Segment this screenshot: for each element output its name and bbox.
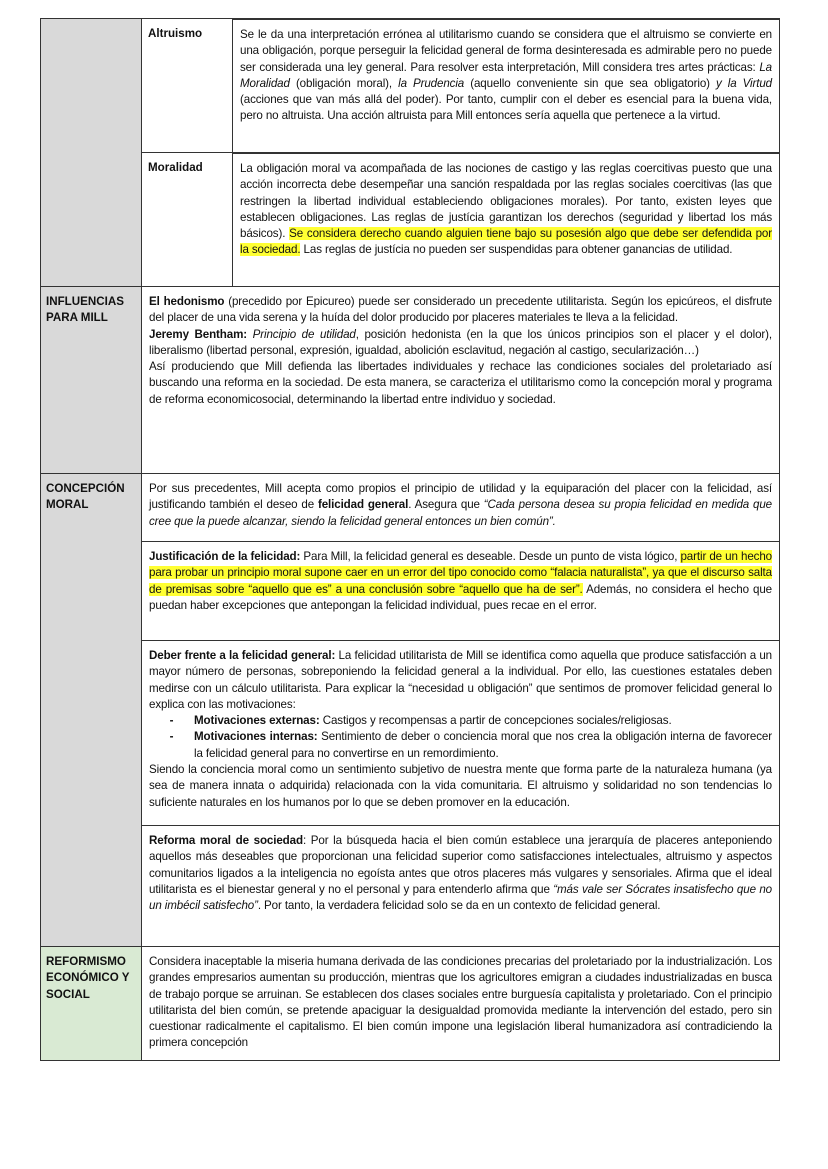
subrows	[142, 19, 779, 286]
justificacion-text	[142, 541, 779, 640]
text-segment: . Asegura que	[408, 498, 484, 512]
text-segment: Reforma moral de sociedad	[149, 834, 303, 847]
text-segment: La felicidad utilitarista de Mill se identifica como aquella que produce satisfacción a un mayor número de personas, sobreponiendo la felicidad general a la individual. Por ello, las cuestiones estatales deben medirse con un cálculo utilitarista. Para explicar la “necesidad u obligación” que sentimos de promover felicidad general lo explica con las motivaciones:	[149, 649, 773, 711]
text-segment: . Por tanto, la verdadera felicidad solo se da en un contexto de felicidad general.	[257, 899, 661, 913]
row-label-concepcion: CONCEPCIÓN MORAL	[41, 474, 142, 946]
subrow-moralidad	[142, 152, 779, 286]
paragraph	[240, 161, 772, 259]
text-segment: Por sus precedentes, Mill acepta como propios el principio de utilidad y la equiparación del placer con la felicidad, así justificando también el deseo de	[149, 482, 772, 512]
bullet-dash-icon: -	[169, 714, 174, 728]
text-segment: Jeremy Bentham:	[149, 327, 248, 341]
text-segment: Para Mill, la felicidad general es deseable. Desde un punto de vista lógico,	[300, 550, 681, 563]
text-segment: la Prudencia	[398, 76, 465, 90]
text-segment: La Moralidad	[240, 60, 772, 90]
text-segment: (acciones que van más allá del poder). Por tanto, cumplir con el deber es esencial para la buena vida, pero no altruista. Una acción altruista para Mill entonces sería aquella que pertenece a la virtud.	[240, 93, 772, 123]
text-segment: La obligación moral va acompañada de las nociones de castigo y las reglas coercitivas puesto que una acción incorrecta debe desempeñar una sanción respaldada por las reglas sociales coercitivas (las que restringen la libertad individual estableciendo obligaciones morales). Por tanto, existen leyes que establecen obligaciones. Las reglas de justícia garantizan los derechos (seguridad y libertad los más básicos).	[240, 162, 772, 241]
subrow-altruismo	[142, 19, 779, 152]
row-influencias	[41, 286, 779, 473]
text-segment: Sentimiento de deber o conciencia moral que nos crea la obligación interna de favorecer la felicidad general para no convertirse en un remordimiento.	[194, 730, 772, 760]
notes-table	[40, 18, 780, 1061]
text-segment: El hedonismo	[149, 295, 225, 308]
paragraph	[149, 549, 772, 614]
text-segment: “Cada persona desea su propia felicidad en medida que cree que la puede alcanzar, siendo la felicidad general entonces un bien común”.	[149, 498, 772, 528]
bullet-item	[149, 729, 772, 762]
influencias-text	[142, 287, 779, 473]
text-segment: Deber frente a la felicidad general:	[149, 649, 336, 662]
text-segment: (obligación moral),	[289, 76, 399, 90]
text-segment: “más vale ser Sócrates insatisfecho que no un imbécil satisfecho”	[149, 882, 773, 913]
deber-text	[142, 640, 779, 825]
row-label-reformismo: REFORMISMO ECONÓMICO Y SOCIAL	[41, 947, 142, 1060]
row-concepcion-moral	[41, 473, 779, 946]
bullet-text	[194, 729, 772, 762]
text-segment: y la Virtud	[716, 76, 773, 90]
paragraph	[149, 648, 772, 713]
sublabel-moralidad: Moralidad	[142, 153, 233, 286]
reformismo-text	[142, 947, 779, 1060]
text-segment: : Por la búsqueda hacia el bien común establece una jerarquía de placeres anteponiendo aquellos más deseables que proporcionan una felicidad superior como satisfacciones intelectuales, altruismo y aspectos comunitarios ligados a la inteligencia no egoísta antes que otros placeres más vulgares y sensoriales. Afirma que el ideal utilitarista es el bienestar general y no el personal y para entenderlo afirma que	[149, 834, 772, 896]
altruismo-text	[233, 19, 779, 152]
paragraph	[149, 359, 772, 408]
bullet-dash-icon: -	[169, 730, 174, 744]
bullet-item	[149, 713, 772, 729]
concepcion-intro-text	[142, 474, 779, 541]
row-label-influencias: INFLUENCIAS PARA MILL	[41, 287, 142, 473]
text-segment: Motivaciones externas:	[194, 714, 320, 728]
paragraph	[149, 762, 772, 811]
text-segment: Las reglas de justícia no pueden ser suspendidas para obtener ganancias de utilidad.	[300, 243, 733, 257]
row-reformismo	[41, 946, 779, 1060]
row-mill-subsections	[41, 19, 779, 286]
paragraph	[149, 833, 772, 914]
text-segment: Castigos y recompensas a partir de concepciones sociales/religiosas.	[319, 714, 672, 728]
paragraph	[149, 294, 772, 327]
text-segment: Se le da una interpretación errónea al utilitarismo cuando se considera que el altruismo se convierte en una obligación, porque perseguir la felicidad general de forma desinteresada es admirable pero no puede ser considerada una ley general. Para resolver esta interpretación, Mill considera tres artes prácticas:	[240, 28, 772, 74]
reforma-moral-text	[142, 825, 779, 946]
text-segment: Principio de utilidad	[252, 327, 356, 341]
paragraph	[149, 481, 772, 530]
text-segment: Justificación de la felicidad:	[149, 550, 301, 563]
highlighted-text: partir de un hecho para probar un principio moral supone caer en un error del tipo conocido como “falacia naturalista”, ya que el discurso salta de premisas sobre “aquello que es” a una conclusión sobre “aquello que ha de ser”.	[149, 550, 772, 596]
text-segment: , posición hedonista (en la que los únicos principios son el placer y el dolor), liberalismo (libertad personal, expresión, igualdad, abolición esclavitud, negación al castigo, secularización…)	[149, 327, 772, 357]
text-segment: Además, no considera el hecho que puedan haber excepciones que antepongan la felicidad individual, pues recae en el error.	[149, 582, 772, 612]
text-segment: Considera inaceptable la miseria humana derivada de las condiciones precarias del proletariado por la industrialización. Los grandes empresarios aumentan su producción, mientras que los agricultores emigran a ciudades industrializadas en busca de trabajo porque se arruinan. Se establecen dos clases sociales entre burguesía capitalista y proletariado. Con el principio utilitarista del bien común, se pretende apaciguar la desigualdad promovida mediante la intervención del estado, pero sin cuestionar radicalmente el capitalismo. El bien común impone una legislación liberal humanizadora así contradiciendo la primera concepción	[149, 955, 772, 1050]
bullet-text	[194, 713, 772, 729]
text-segment: (aquello conveniente sin que sea obligatorio)	[464, 76, 716, 90]
paragraph	[240, 27, 772, 125]
sublabel-altruismo: Altruismo	[142, 19, 233, 152]
moralidad-text	[233, 153, 779, 286]
paragraph	[149, 327, 772, 360]
paragraph	[149, 954, 772, 1052]
text-segment: Motivaciones internas:	[194, 730, 318, 744]
text-segment: (precedido por Epicureo) puede ser considerado un precedente utilitarista. Según los epicúreos, el disfrute del placer de una vida serena y la huída del dolor producido por placeres materiales te lleva a la felicidad.	[149, 295, 773, 325]
text-segment: Así produciendo que Mill defienda las libertades individuales y rechace las condiciones sociales del proletariado así buscando una reforma en la sociedad. De esta manera, se caracteriza el utilitarismo como la concepción moral y programa de reforma economicosocial, determinando la libertad entre individuo y sociedad.	[149, 360, 772, 406]
highlighted-text: Se considera derecho cuando alguien tiene bajo su posesión algo que debe ser defendida por la sociedad.	[240, 227, 772, 257]
text-segment: felicidad general	[317, 498, 409, 512]
text-segment: Siendo la conciencia moral como un sentimiento subjetivo de nuestra mente que forma parte de la naturaleza humana (ya sea de manera innata o adquirida) relacionada con la vida comunitaria. El altruismo y solidaridad no son tendencias lo suficiente naturales en los humanos por lo que se deben promover en la educación.	[149, 763, 772, 809]
row-label	[41, 19, 142, 286]
